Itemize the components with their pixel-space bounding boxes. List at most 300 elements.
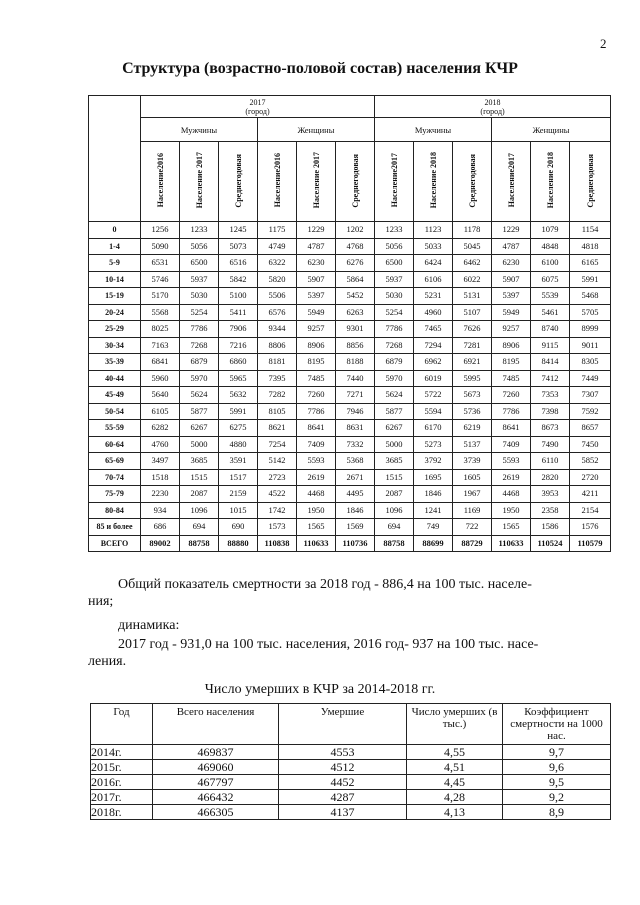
value-cell: 7485 — [297, 370, 336, 387]
value-cell: 1846 — [336, 502, 375, 519]
subheader-row — [89, 142, 611, 222]
value-cell: 5746 — [141, 271, 180, 288]
value-cell: 5673 — [453, 387, 492, 404]
value-cell: 2723 — [258, 469, 297, 486]
value-cell: 5970 — [180, 370, 219, 387]
value-cell: 8621 — [258, 420, 297, 437]
subheader-cell — [414, 142, 453, 222]
subheader-label: Население 2017 — [194, 152, 204, 209]
value-cell: 5107 — [453, 304, 492, 321]
value-cell: 7281 — [453, 337, 492, 354]
subheader-label: Население2016 — [155, 153, 165, 208]
value-cell: 8740 — [531, 321, 570, 338]
value-cell: 694 — [375, 519, 414, 536]
value-cell: 694 — [180, 519, 219, 536]
table-row — [89, 288, 611, 305]
value-cell: 5960 — [141, 370, 180, 387]
page-title: Структура (возрастно-половой состав) населения КЧР — [122, 60, 518, 77]
deaths-cell: 4137 — [279, 805, 407, 820]
value-cell: 5056 — [180, 238, 219, 255]
value-cell: 722 — [453, 519, 492, 536]
subheader-cell — [336, 142, 375, 222]
value-cell: 8673 — [531, 420, 570, 437]
value-cell: 5877 — [180, 403, 219, 420]
value-cell: 9301 — [336, 321, 375, 338]
value-cell: 1178 — [453, 222, 492, 239]
value-cell: 3685 — [375, 453, 414, 470]
table-row — [89, 370, 611, 387]
sex-header-male-2018: Мужчины — [375, 118, 492, 142]
age-group-cell: 45-49 — [89, 387, 141, 404]
deaths-header-cell: Год — [91, 704, 153, 745]
value-cell: 2159 — [219, 486, 258, 503]
value-cell: 5568 — [141, 304, 180, 321]
value-cell: 6230 — [492, 255, 531, 272]
subheader-cell — [297, 142, 336, 222]
value-cell: 4760 — [141, 436, 180, 453]
value-cell: 7282 — [258, 387, 297, 404]
value-cell: 6100 — [531, 255, 570, 272]
deaths-cell: 4452 — [279, 775, 407, 790]
value-cell: 5965 — [219, 370, 258, 387]
table-row — [91, 790, 611, 805]
value-cell: 686 — [141, 519, 180, 536]
age-group-cell: 15-19 — [89, 288, 141, 305]
value-cell: 8414 — [531, 354, 570, 371]
value-cell: 5131 — [453, 288, 492, 305]
value-cell: 5907 — [297, 271, 336, 288]
value-cell: 5722 — [414, 387, 453, 404]
value-cell: 4960 — [414, 304, 453, 321]
value-cell: 1233 — [180, 222, 219, 239]
value-cell: 110838 — [258, 535, 297, 552]
table-row — [89, 502, 611, 519]
value-cell: 7271 — [336, 387, 375, 404]
age-group-cell: 70-74 — [89, 469, 141, 486]
value-cell: 9115 — [531, 337, 570, 354]
deaths-cell: 9,7 — [503, 745, 611, 760]
value-cell: 7450 — [570, 436, 611, 453]
table-row — [89, 403, 611, 420]
value-cell: 6219 — [453, 420, 492, 437]
value-cell: 5170 — [141, 288, 180, 305]
value-cell: 5907 — [492, 271, 531, 288]
value-cell: 5273 — [414, 436, 453, 453]
table-row — [89, 304, 611, 321]
value-cell: 88729 — [453, 535, 492, 552]
subheader-label: Население2017 — [389, 153, 399, 208]
value-cell: 6110 — [531, 453, 570, 470]
table-row — [89, 337, 611, 354]
age-group-cell: 60-64 — [89, 436, 141, 453]
value-cell: 6879 — [180, 354, 219, 371]
value-cell: 1695 — [414, 469, 453, 486]
value-cell: 5949 — [297, 304, 336, 321]
deaths-header-cell: Число умерших (в тыс.) — [407, 704, 503, 745]
value-cell: 1241 — [414, 502, 453, 519]
value-cell: 6879 — [375, 354, 414, 371]
value-cell: 3739 — [453, 453, 492, 470]
value-cell: 4749 — [258, 238, 297, 255]
deaths-table — [90, 703, 611, 820]
value-cell: 6531 — [141, 255, 180, 272]
deaths-cell: 9,6 — [503, 760, 611, 775]
value-cell: 7440 — [336, 370, 375, 387]
age-group-cell: 20-24 — [89, 304, 141, 321]
value-cell: 1565 — [297, 519, 336, 536]
table-row — [91, 805, 611, 820]
value-cell: 1518 — [141, 469, 180, 486]
table-row — [89, 271, 611, 288]
value-cell: 5842 — [219, 271, 258, 288]
value-cell: 6267 — [180, 420, 219, 437]
value-cell: 8906 — [297, 337, 336, 354]
value-cell: 88758 — [375, 535, 414, 552]
age-group-cell: 55-59 — [89, 420, 141, 437]
value-cell: 6500 — [180, 255, 219, 272]
value-cell: 3591 — [219, 453, 258, 470]
value-cell: 2671 — [336, 469, 375, 486]
subheader-label: Среднегодовая — [585, 153, 595, 208]
value-cell: 5970 — [375, 370, 414, 387]
subheader-cell — [570, 142, 611, 222]
value-cell: 88699 — [414, 535, 453, 552]
value-cell: 9257 — [492, 321, 531, 338]
value-cell: 5045 — [453, 238, 492, 255]
value-cell: 690 — [219, 519, 258, 536]
value-cell: 3792 — [414, 453, 453, 470]
age-group-cell: 30-34 — [89, 337, 141, 354]
value-cell: 5705 — [570, 304, 611, 321]
value-cell: 1565 — [492, 519, 531, 536]
value-cell: 1233 — [375, 222, 414, 239]
value-cell: 6921 — [453, 354, 492, 371]
table-row — [89, 469, 611, 486]
value-cell: 1015 — [219, 502, 258, 519]
value-cell: 1569 — [336, 519, 375, 536]
value-cell: 6019 — [414, 370, 453, 387]
value-cell: 8195 — [297, 354, 336, 371]
value-cell: 7626 — [453, 321, 492, 338]
value-cell: 5539 — [531, 288, 570, 305]
value-cell: 6165 — [570, 255, 611, 272]
table-row — [89, 453, 611, 470]
value-cell: 1950 — [492, 502, 531, 519]
value-cell: 1576 — [570, 519, 611, 536]
value-cell: 5877 — [375, 403, 414, 420]
value-cell: 5506 — [258, 288, 297, 305]
value-cell: 2230 — [141, 486, 180, 503]
value-cell: 1096 — [180, 502, 219, 519]
page-number: 2 — [600, 36, 607, 51]
value-cell: 5397 — [492, 288, 531, 305]
value-cell: 8806 — [258, 337, 297, 354]
value-cell: 4880 — [219, 436, 258, 453]
value-cell: 1154 — [570, 222, 611, 239]
value-cell: 2358 — [531, 502, 570, 519]
subheader-cell — [531, 142, 570, 222]
value-cell: 5937 — [375, 271, 414, 288]
subheader-cell — [141, 142, 180, 222]
value-cell: 5624 — [180, 387, 219, 404]
value-cell: 6105 — [141, 403, 180, 420]
value-cell: 7490 — [531, 436, 570, 453]
value-cell: 5593 — [297, 453, 336, 470]
deaths-cell: 4,28 — [407, 790, 503, 805]
value-cell: 6962 — [414, 354, 453, 371]
subheader-cell — [492, 142, 531, 222]
value-cell: 5030 — [375, 288, 414, 305]
value-cell: 5632 — [219, 387, 258, 404]
value-cell: 7254 — [258, 436, 297, 453]
value-cell: 7260 — [297, 387, 336, 404]
population-structure-table — [88, 95, 611, 552]
table-row — [91, 775, 611, 790]
value-cell: 5820 — [258, 271, 297, 288]
deaths-cell: 4512 — [279, 760, 407, 775]
value-cell: 7786 — [492, 403, 531, 420]
value-cell: 6282 — [141, 420, 180, 437]
value-cell: 5852 — [570, 453, 611, 470]
value-cell: 3497 — [141, 453, 180, 470]
value-cell: 5056 — [375, 238, 414, 255]
subheader-cell — [180, 142, 219, 222]
deaths-header-cell: Коэффициент смертности на 1000 нас. — [503, 704, 611, 745]
value-cell: 4768 — [336, 238, 375, 255]
value-cell: 4211 — [570, 486, 611, 503]
value-cell: 7398 — [531, 403, 570, 420]
value-cell: 7216 — [219, 337, 258, 354]
value-cell: 1175 — [258, 222, 297, 239]
age-group-cell: 10-14 — [89, 271, 141, 288]
value-cell: 6860 — [219, 354, 258, 371]
value-cell: 1573 — [258, 519, 297, 536]
value-cell: 4818 — [570, 238, 611, 255]
value-cell: 6263 — [336, 304, 375, 321]
value-cell: 2154 — [570, 502, 611, 519]
population-table-body — [89, 222, 611, 552]
value-cell: 1123 — [414, 222, 453, 239]
value-cell: 6462 — [453, 255, 492, 272]
value-cell: 1229 — [297, 222, 336, 239]
table-row — [89, 519, 611, 536]
value-cell: 5368 — [336, 453, 375, 470]
value-cell: 6075 — [531, 271, 570, 288]
value-cell: 1202 — [336, 222, 375, 239]
table-row — [89, 420, 611, 437]
value-cell: 6516 — [219, 255, 258, 272]
table-row — [89, 436, 611, 453]
value-cell: 4468 — [492, 486, 531, 503]
value-cell: 5231 — [414, 288, 453, 305]
value-cell: 5137 — [453, 436, 492, 453]
value-cell: 4848 — [531, 238, 570, 255]
value-cell: 5254 — [180, 304, 219, 321]
value-cell: 8641 — [492, 420, 531, 437]
age-group-cell: 0 — [89, 222, 141, 239]
value-cell: 5100 — [219, 288, 258, 305]
table-row — [89, 238, 611, 255]
subheader-label: Население2016 — [272, 153, 282, 208]
value-cell: 6322 — [258, 255, 297, 272]
value-cell: 1229 — [492, 222, 531, 239]
deaths-cell: 2016г. — [91, 775, 153, 790]
sex-header-male-2017: Мужчины — [141, 118, 258, 142]
subheader-cell — [375, 142, 414, 222]
value-cell: 8856 — [336, 337, 375, 354]
deaths-cell: 2014г. — [91, 745, 153, 760]
value-cell: 4468 — [297, 486, 336, 503]
subheader-label: Среднегодовая — [350, 153, 360, 208]
value-cell: 7294 — [414, 337, 453, 354]
value-cell: 1256 — [141, 222, 180, 239]
value-cell: 5593 — [492, 453, 531, 470]
value-cell: 6576 — [258, 304, 297, 321]
value-cell: 7409 — [492, 436, 531, 453]
mortality-paragraph — [118, 576, 608, 594]
value-cell: 2087 — [180, 486, 219, 503]
value-cell: 6424 — [414, 255, 453, 272]
value-cell: 6106 — [414, 271, 453, 288]
table-row — [89, 354, 611, 371]
subheader-label: Население 2018 — [428, 152, 438, 209]
value-cell: 8906 — [492, 337, 531, 354]
value-cell: 6500 — [375, 255, 414, 272]
value-cell: 9344 — [258, 321, 297, 338]
age-group-cell: 80-84 — [89, 502, 141, 519]
value-cell: 7592 — [570, 403, 611, 420]
value-cell: 5254 — [375, 304, 414, 321]
value-cell: 8657 — [570, 420, 611, 437]
value-cell: 7449 — [570, 370, 611, 387]
subheader-label: Население 2018 — [545, 152, 555, 209]
value-cell: 5640 — [141, 387, 180, 404]
value-cell: 7268 — [180, 337, 219, 354]
value-cell: 1079 — [531, 222, 570, 239]
subheader-cell — [258, 142, 297, 222]
value-cell: 7946 — [336, 403, 375, 420]
deaths-cell: 469060 — [153, 760, 279, 775]
table-row — [91, 745, 611, 760]
deaths-cell: 8,9 — [503, 805, 611, 820]
value-cell: 8025 — [141, 321, 180, 338]
table-row — [89, 486, 611, 503]
value-cell: 6022 — [453, 271, 492, 288]
subheader-label: Население2017 — [506, 153, 516, 208]
age-group-cell: 25-29 — [89, 321, 141, 338]
value-cell: 8195 — [492, 354, 531, 371]
deaths-cell: 4,51 — [407, 760, 503, 775]
value-cell: 8999 — [570, 321, 611, 338]
value-cell: 7786 — [297, 403, 336, 420]
deaths-cell: 2017г. — [91, 790, 153, 805]
value-cell: 3685 — [180, 453, 219, 470]
value-cell: 8181 — [258, 354, 297, 371]
value-cell: 4495 — [336, 486, 375, 503]
value-cell: 7412 — [531, 370, 570, 387]
table-row — [89, 321, 611, 338]
subheader-label: Население 2017 — [311, 152, 321, 209]
deaths-cell: 4,13 — [407, 805, 503, 820]
value-cell: 7395 — [258, 370, 297, 387]
mortality-paragraph-cont: ния; — [88, 594, 114, 609]
value-cell: 5991 — [219, 403, 258, 420]
value-cell: 2720 — [570, 469, 611, 486]
deaths-cell: 4,55 — [407, 745, 503, 760]
value-cell: 7485 — [492, 370, 531, 387]
value-cell: 4787 — [297, 238, 336, 255]
value-cell: 3953 — [531, 486, 570, 503]
value-cell: 5000 — [180, 436, 219, 453]
deaths-cell: 2015г. — [91, 760, 153, 775]
value-cell: 5995 — [453, 370, 492, 387]
subheader-label: Среднегодовая — [467, 153, 477, 208]
value-cell: 6275 — [219, 420, 258, 437]
dynamics-paragraph-cont: ления. — [88, 654, 127, 669]
value-cell: 7163 — [141, 337, 180, 354]
deaths-cell: 9,5 — [503, 775, 611, 790]
value-cell: 4522 — [258, 486, 297, 503]
value-cell: 7332 — [336, 436, 375, 453]
value-cell: 7465 — [414, 321, 453, 338]
value-cell: 9257 — [297, 321, 336, 338]
value-cell: 1605 — [453, 469, 492, 486]
total-row — [89, 535, 611, 552]
value-cell: 5090 — [141, 238, 180, 255]
value-cell: 5949 — [492, 304, 531, 321]
value-cell: 5594 — [414, 403, 453, 420]
age-group-cell: 85 и более — [89, 519, 141, 536]
subheader-label: Среднегодовая — [233, 153, 243, 208]
deaths-cell: 466432 — [153, 790, 279, 805]
value-cell: 8641 — [297, 420, 336, 437]
value-cell: 7409 — [297, 436, 336, 453]
value-cell: 1245 — [219, 222, 258, 239]
value-cell: 5991 — [570, 271, 611, 288]
value-cell: 5142 — [258, 453, 297, 470]
value-cell: 110524 — [531, 535, 570, 552]
value-cell: 5452 — [336, 288, 375, 305]
value-cell: 5000 — [375, 436, 414, 453]
value-cell: 7786 — [180, 321, 219, 338]
value-cell: 1517 — [219, 469, 258, 486]
age-group-cell: 50-54 — [89, 403, 141, 420]
value-cell: 5397 — [297, 288, 336, 305]
age-group-cell: 5-9 — [89, 255, 141, 272]
age-group-cell: 40-44 — [89, 370, 141, 387]
value-cell: 89002 — [141, 535, 180, 552]
sex-header-female-2017: Женщины — [258, 118, 375, 142]
deaths-cell: 4553 — [279, 745, 407, 760]
value-cell: 1586 — [531, 519, 570, 536]
subheader-cell — [453, 142, 492, 222]
deaths-header-cell: Умершие — [279, 704, 407, 745]
year-header-2017: 2017 (город) — [141, 96, 375, 118]
value-cell: 110633 — [492, 535, 531, 552]
value-cell: 5073 — [219, 238, 258, 255]
value-cell: 5033 — [414, 238, 453, 255]
deaths-cell: 9,2 — [503, 790, 611, 805]
value-cell: 5411 — [219, 304, 258, 321]
value-cell: 1967 — [453, 486, 492, 503]
value-cell: 7307 — [570, 387, 611, 404]
deaths-cell: 4,45 — [407, 775, 503, 790]
value-cell: 8188 — [336, 354, 375, 371]
value-cell: 5468 — [570, 288, 611, 305]
value-cell: 749 — [414, 519, 453, 536]
value-cell: 110736 — [336, 535, 375, 552]
subheader-cell — [219, 142, 258, 222]
